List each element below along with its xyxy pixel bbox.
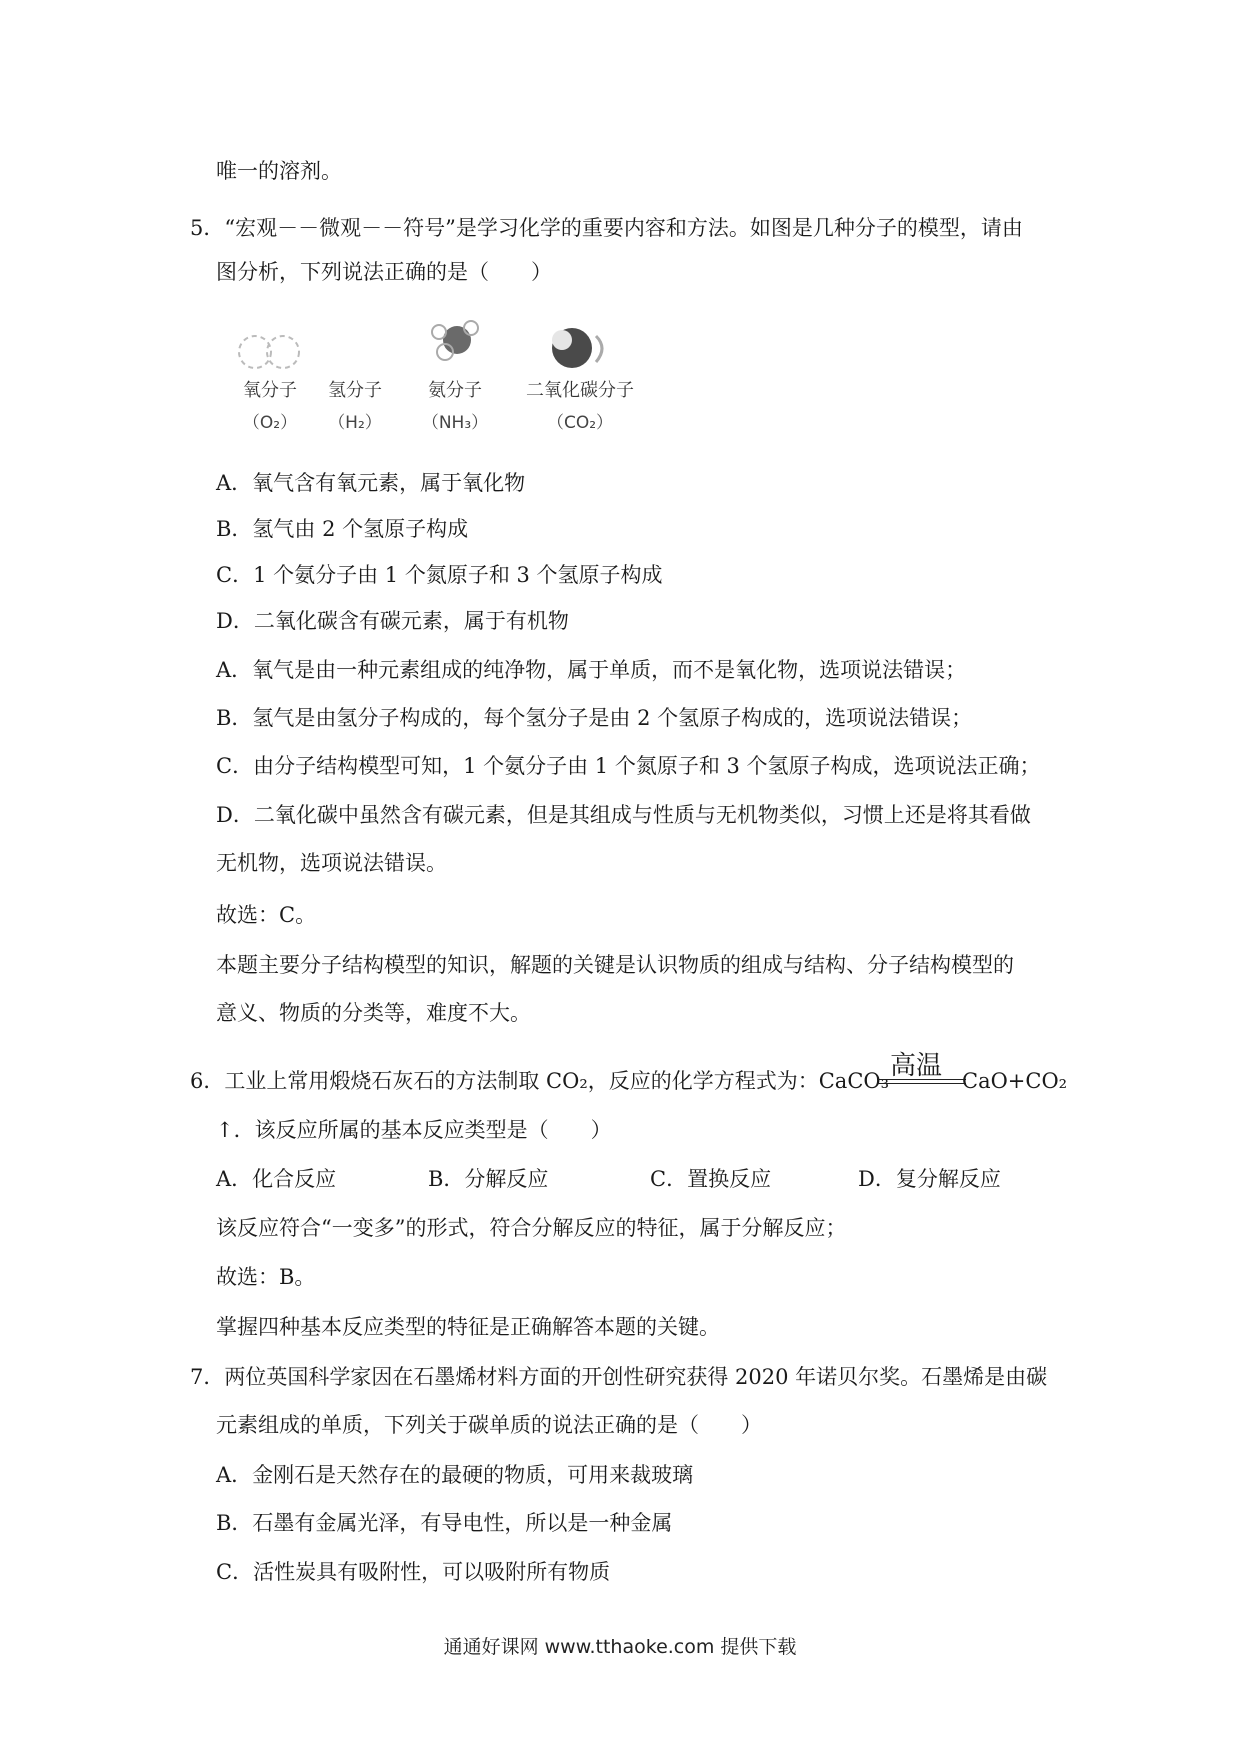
question-6-stem-cont: ↑．该反应所属的基本反应类型是（ ） <box>216 1118 612 1142</box>
option-d: D．复分解反应 <box>858 1167 1001 1191</box>
comment-cont: 意义、物质的分类等，难度不大。 <box>216 1001 531 1025</box>
comment: 掌握四种基本反应类型的特征是正确解答本题的关键。 <box>216 1315 720 1339</box>
question-5-stem-cont: 图分析，下列说法正确的是（ ） <box>216 260 552 284</box>
ammonia-molecule <box>405 318 505 433</box>
molecule-formula: （CO₂） <box>546 413 614 433</box>
molecule-formula: （H₂） <box>328 413 382 433</box>
option-a: A．氧气含有氧元素，属于氧化物 <box>216 471 526 495</box>
question-5-stem: 5．“宏观－－微观－－符号”是学习化学的重要内容和方法。如图是几种分子的模型，请由 <box>190 216 1023 240</box>
option-c: C．活性炭具有吸附性，可以吸附所有物质 <box>216 1560 611 1584</box>
hydrogen-molecule <box>310 318 400 433</box>
question-7-stem: 7．两位英国科学家因在石墨烯材料方面的开创性研究获得 2020 年诺贝尔奖。石墨烯是由碳 <box>190 1365 1048 1389</box>
answer-b: B．氢气是由氢分子构成的，每个氢分子是由 2 个氢原子构成的，选项说法错误； <box>216 706 973 730</box>
oxygen-molecule <box>225 318 315 433</box>
text-line: 唯一的溶剂。 <box>216 159 342 183</box>
ammonia-molecule-icon <box>405 318 505 376</box>
answer-selection: 故选：C。 <box>216 903 317 927</box>
molecule-formula: （NH₃） <box>421 413 489 433</box>
answer-d-cont: 无机物，选项说法错误。 <box>216 851 447 875</box>
option-b: B．石墨有金属光泽，有导电性，所以是一种金属 <box>216 1511 673 1535</box>
answer-a: A．氧气是由一种元素组成的纯净物，属于单质，而不是氧化物，选项说法错误； <box>216 658 967 682</box>
comment: 本题主要分子结构模型的知识，解题的关键是认识物质的组成与结构、分子结构模型的 <box>216 953 1014 977</box>
option-d: D．二氧化碳含有碳元素，属于有机物 <box>216 609 569 633</box>
reaction-products: CaO+CO₂ <box>962 1069 1068 1093</box>
oxygen-molecule-icon <box>225 318 315 376</box>
molecule-name: 氨分子 <box>428 380 482 401</box>
option-a: A．金刚石是天然存在的最硬的物质，可用来裁玻璃 <box>216 1463 694 1487</box>
hydrogen-molecule-icon <box>310 318 400 376</box>
reaction-equation <box>808 1051 958 1115</box>
option-a: A．化合反应 <box>216 1167 337 1191</box>
page-footer: 通通好课网 www.tthaoke.com 提供下载 <box>443 1636 797 1658</box>
molecule-formula: （O₂） <box>242 413 298 433</box>
equals-sign <box>878 1079 966 1084</box>
option-b: B．氢气由 2 个氢原子构成 <box>216 517 469 541</box>
answer-d: D．二氧化碳中虽然含有碳元素，但是其组成与性质与无机物类似，习惯上还是将其看做 <box>216 803 1031 827</box>
option-c: C．1 个氨分子由 1 个氮原子和 3 个氢原子构成 <box>216 563 663 587</box>
option-c: C．置换反应 <box>650 1167 772 1191</box>
question-7-stem-cont: 元素组成的单质，下列关于碳单质的说法正确的是（ ） <box>216 1413 762 1437</box>
option-b: B．分解反应 <box>428 1167 549 1191</box>
answer-c: C．由分子结构模型可知，1 个氨分子由 1 个氮原子和 3 个氢原子构成，选项说法正确； <box>216 754 1041 778</box>
molecule-models-figure <box>225 318 695 448</box>
molecule-name: 二氧化碳分子 <box>526 380 634 401</box>
answer-selection: 故选：B。 <box>216 1265 316 1289</box>
answer-explanation: 该反应符合“一变多”的形式，符合分解反应的特征，属于分解反应； <box>216 1216 847 1240</box>
carbon-dioxide-molecule <box>510 318 650 433</box>
question-6-stem: 6．工业上常用煅烧石灰石的方法制取 CO₂，反应的化学方程式为：CaCO₃ <box>190 1069 890 1093</box>
molecule-name: 氧分子 <box>243 380 297 401</box>
reaction-condition: 高温 <box>890 1051 943 1081</box>
molecule-name: 氢分子 <box>328 380 382 401</box>
carbon-dioxide-molecule-icon <box>510 318 650 376</box>
